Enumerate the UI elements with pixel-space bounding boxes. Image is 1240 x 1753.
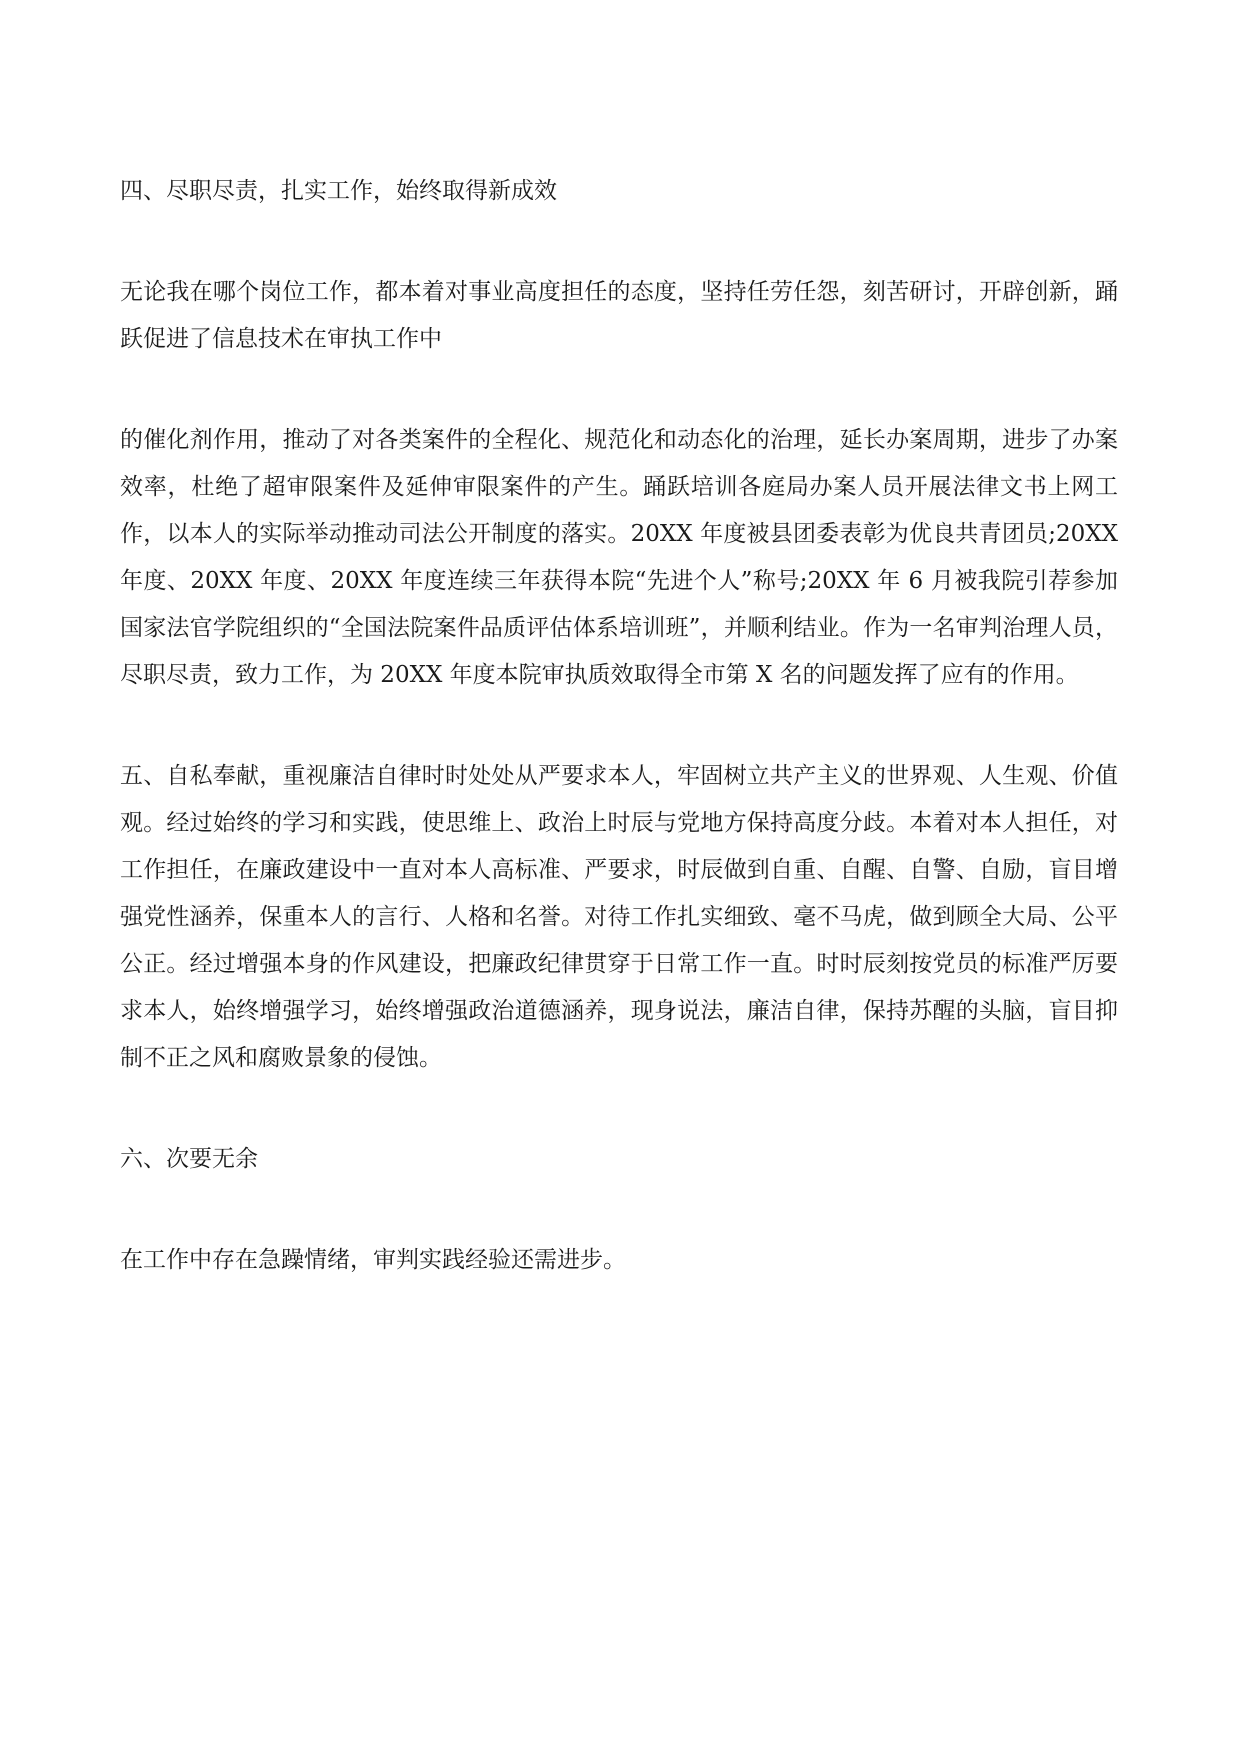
spacer (120, 363, 1118, 417)
spacer (120, 1183, 1118, 1237)
document-body (120, 168, 1118, 1284)
spacer (120, 1082, 1118, 1136)
spacer (120, 215, 1118, 269)
paragraph-3: 五、自私奉献，重视廉洁自律时时处处从严要求本人，牢固树立共产主义的世界观、人生观、价值观。经过始终的学习和实践，使思维上、政治上时辰与党地方保持高度分歧。本着对本人担任，对工作担任，在廉政建设中一直对本人高标准、严要求，时辰做到自重、自醒、自警、自励，盲目增强党性涵养，保重本人的言行、人格和名誉。对待工作扎实细致、毫不马虎，做到顾全大局、公平公正。经过增强本身的作风建设，把廉政纪律贯穿于日常工作一直。时时辰刻按党员的标准严厉要求本人，始终增强学习，始终增强政治道德涵养，现身说法，廉洁自律，保持苏醒的头脑，盲目抑制不正之风和腐败景象的侵蚀。 (120, 763, 1118, 1071)
paragraph-4: 在工作中存在急躁情绪，审判实践经验还需进步。 (120, 1247, 626, 1273)
spacer (120, 699, 1118, 753)
section-heading-4: 四、尽职尽责，扎实工作，始终取得新成效 (120, 178, 557, 204)
paragraph-2: 的催化剂作用，推动了对各类案件的全程化、规范化和动态化的治理，延长办案周期，进步了办案效率，杜绝了超审限案件及延伸审限案件的产生。踊跃培训各庭局办案人员开展法律文书上网工作，以本人的实际举动推动司法公开制度的落实。20XX 年度被县团委表彰为优良共青团员;20XX 年度、20XX 年度、20XX 年度连续三年获得本院“先进个人”称号;20XX 年 6 月被我院引荐参加国家法官学院组织的“全国法院案件品质评估体系培训班”，并顺利结业。作为一名审判治理人员，尽职尽责，致力工作，为 20XX 年度本院审执质效取得全市第 X 名的问题发挥了应有的作用。 (120, 427, 1118, 688)
paragraph-1: 无论我在哪个岗位工作，都本着对事业高度担任的态度，坚持任劳任怨，刻苦研讨，开辟创新，踊跃促进了信息技术在审执工作中 (120, 279, 1118, 352)
section-heading-6: 六、次要无余 (120, 1146, 258, 1172)
